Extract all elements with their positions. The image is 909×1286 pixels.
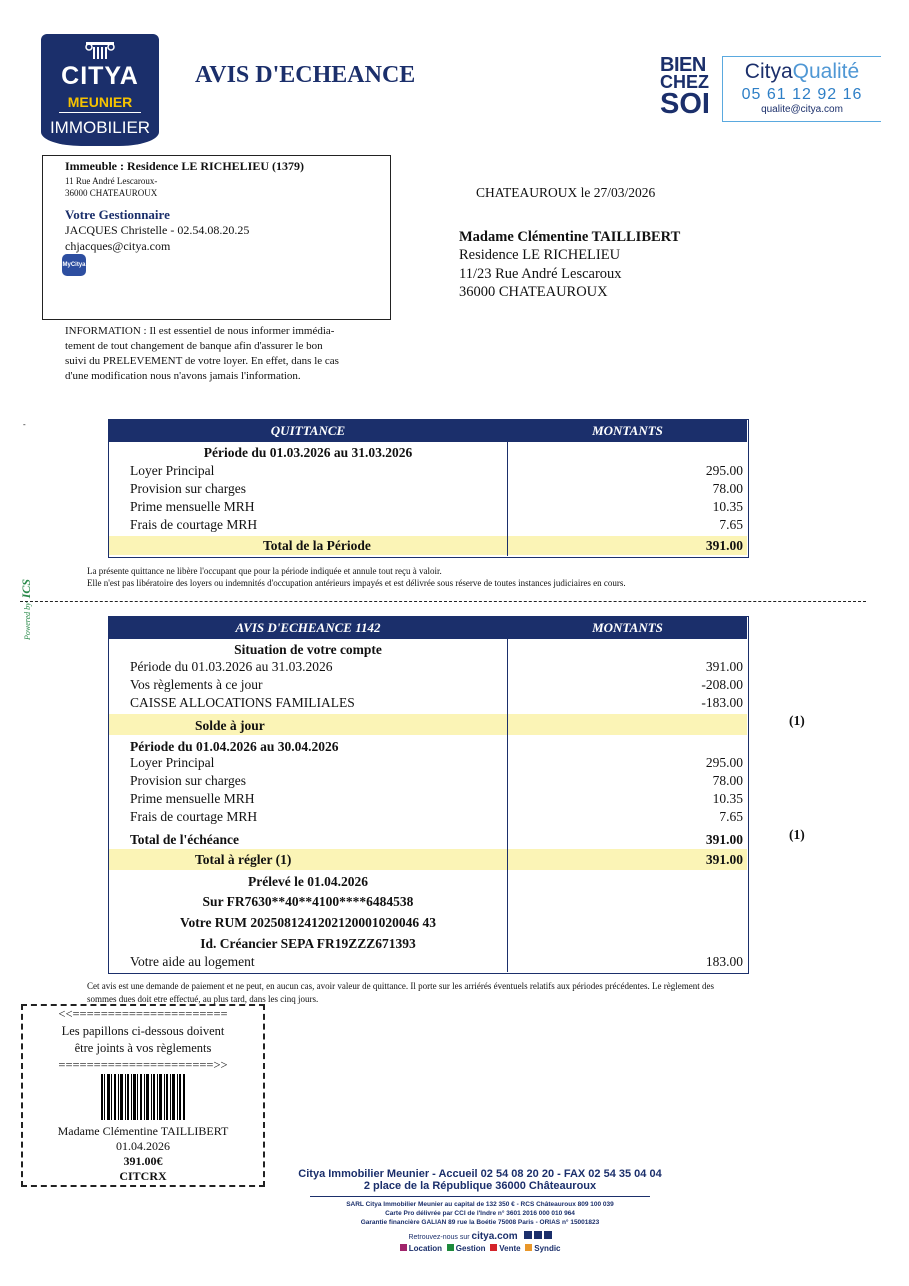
- period2-row-amount: 78.00: [712, 773, 743, 788]
- qualite-brand-b: Qualité: [792, 60, 860, 83]
- quittance-period: Période du 01.03.2026 au 31.03.2026: [203, 445, 413, 460]
- total-regler-label: Total à régler (1): [195, 852, 292, 867]
- quittance-row-label: Loyer Principal: [130, 463, 215, 478]
- period2-row-amount: 295.00: [705, 755, 743, 770]
- cut-line: [20, 601, 866, 602]
- quittance-montants-header: MONTANTS: [508, 420, 747, 442]
- powered-by-ics: [17, 579, 35, 640]
- quittance-row-label: Provision sur charges: [130, 481, 246, 496]
- period2-row-amount: 7.65: [719, 809, 743, 824]
- footer-line-2: 2 place de la République 36000 Châteauroux: [363, 1180, 597, 1192]
- information-notice: [65, 324, 339, 384]
- quittance-row-label: Frais de courtage MRH: [130, 517, 258, 532]
- solde-bg-right: [508, 714, 747, 735]
- category-syndic: Syndic: [534, 1244, 561, 1253]
- citya-logo: [41, 34, 159, 146]
- social-site[interactable]: citya.com: [471, 1231, 518, 1242]
- solde-label: Solde à jour: [195, 718, 265, 733]
- total-regler-bg-left: [109, 849, 507, 870]
- situation-row-label: CAISSE ALLOCATIONS FAMILIALES: [130, 695, 355, 710]
- recipient-line-2: 11/23 Rue André Lescaroux: [459, 266, 622, 282]
- quittance-note-line: La présente quittance ne libère l'occupant que pour la période indiquée et annule tout reçu à valoir.: [87, 566, 442, 576]
- period2-row-amount: 10.35: [712, 791, 743, 806]
- footer-legal-3: Garantie financière GALIAN 89 rue la Boétie 75008 Paris - ORIAS n° 15001823: [360, 1219, 600, 1226]
- vente-square-icon: [490, 1244, 497, 1251]
- facebook-icon[interactable]: [524, 1231, 532, 1239]
- qualite-phone: 05 61 12 92 16: [741, 86, 863, 103]
- rum: Votre RUM 2025081241202120001020046 43: [179, 915, 437, 930]
- logo-meunier: MEUNIER: [67, 94, 133, 110]
- information-line: suivi du PRELEVEMENT de votre loyer. En effet, dans le cas: [65, 355, 339, 367]
- period2-row-label: Frais de courtage MRH: [130, 809, 258, 824]
- total-echeance-label: Total de l'échéance: [130, 832, 239, 847]
- footer-divider: [310, 1196, 650, 1197]
- citya-qualite-box: [722, 56, 881, 122]
- badge-chez: CHEZ: [660, 72, 709, 93]
- building-address-2: 36000 CHATEAUROUX: [65, 188, 158, 198]
- situation-row-amount: -183.00: [701, 695, 743, 710]
- column-icon: [85, 42, 115, 60]
- avis-note-line: Cet avis est une demande de paiement et ne peut, en aucun cas, avoir valeur de quittance. Il porte sur les arriérés éventuels relatifs aux périodes précédentes. Le règlement des: [87, 981, 714, 991]
- footer-categories: [280, 1244, 680, 1253]
- total-regler-amount: 391.00: [705, 852, 743, 867]
- badge-bien: BIEN: [660, 54, 706, 76]
- place-date: CHATEAUROUX le 27/03/2026: [476, 185, 656, 200]
- logo-citya: CITYA: [61, 62, 139, 90]
- situation-row-amount: -208.00: [701, 677, 743, 692]
- twitter-icon[interactable]: [534, 1231, 542, 1239]
- mycitya-app-icon[interactable]: MyCitya: [62, 254, 86, 276]
- period2-row-label: Loyer Principal: [130, 755, 215, 770]
- situation-title: Situation de votre compte: [234, 642, 382, 657]
- avis-header: AVIS D'ECHEANCE 1142: [109, 617, 507, 639]
- aide-logement-amount: 183.00: [705, 954, 743, 969]
- recipient-line-1: Residence LE RICHELIEU: [459, 247, 621, 263]
- information-line: d'une modification nous n'avons jamais l'information.: [65, 370, 301, 382]
- footer-legal-1: SARL Citya Immobilier Meunier au capital de 132 350 € - RCS Châteauroux 809 100 039: [346, 1201, 614, 1208]
- category-vente: Vente: [499, 1244, 521, 1253]
- total-echeance-amount: 391.00: [705, 832, 743, 847]
- information-line: tement de tout changement de banque afin d'assurer le bon: [65, 340, 323, 352]
- qualite-email: qualite@citya.com: [761, 104, 843, 115]
- sepa-creditor-id: Id. Créancier SEPA FR19ZZZ671393: [200, 936, 416, 951]
- quittance-row-amount: 78.00: [712, 481, 743, 496]
- badge-soi: SOI: [660, 87, 710, 120]
- recipient-line-3: 36000 CHATEAUROUX: [459, 284, 608, 300]
- linkedin-icon[interactable]: [544, 1231, 552, 1239]
- total-echeance-note: (1): [789, 827, 805, 842]
- footer-social: [280, 1231, 680, 1242]
- quittance-note: [87, 565, 626, 589]
- quittance-row-amount: 7.65: [719, 517, 743, 532]
- powered-prefix: Powered by: [23, 602, 32, 640]
- logo-immobilier: IMMOBILIER: [49, 118, 151, 137]
- qualite-brand-a: Citya: [744, 60, 793, 83]
- footer-line-1: Citya Immobilier Meunier - Accueil 02 54 08 20 20 - FAX 02 54 35 04 04: [298, 1168, 662, 1180]
- coupon-amount: 391.00€: [123, 1154, 163, 1168]
- avis-montants-header: MONTANTS: [508, 617, 747, 639]
- manager-heading: Votre Gestionnaire: [65, 207, 170, 222]
- category-gestion: Gestion: [455, 1244, 486, 1253]
- quittance-note-line: Elle n'est pas libératoire des loyers ou indemnités d'occupation antérieurs impayés et est délivrée sous réserve de toutes instances judiciaires en cours.: [87, 578, 626, 588]
- quittance-header: QUITTANCE: [109, 420, 507, 442]
- powered-brand: ICS: [19, 578, 33, 599]
- quittance-total-label: Total de la Période: [263, 538, 371, 553]
- document-title: AVIS D'ECHEANCE: [195, 62, 416, 88]
- quittance-row-amount: 10.35: [712, 499, 743, 514]
- social-prefix: Retrouvez-nous sur: [408, 1234, 470, 1241]
- agency-footer: [280, 1168, 680, 1253]
- aide-logement-label: Votre aide au logement: [130, 954, 255, 969]
- period2-row-label: Prime mensuelle MRH: [130, 791, 255, 806]
- quittance-total-amount: 391.00: [705, 538, 743, 553]
- situation-row-label: Vos règlements à ce jour: [130, 677, 263, 692]
- manager-email[interactable]: chjacques@citya.com: [65, 239, 171, 253]
- quittance-row-amount: 295.00: [705, 463, 743, 478]
- coupon-date: 01.04.2026: [116, 1139, 170, 1153]
- gestion-square-icon: [447, 1244, 454, 1251]
- period2-row-label: Provision sur charges: [130, 773, 246, 788]
- syndic-square-icon: [525, 1244, 532, 1251]
- building-address-1: 11 Rue André Lescaroux-: [65, 176, 158, 186]
- avis-note-line: sommes dues doit etre effectué, au plus tard, dans les cinq jours.: [87, 994, 319, 1004]
- location-square-icon: [400, 1244, 407, 1251]
- period2-title: Période du 01.04.2026 au 30.04.2026: [130, 739, 339, 754]
- logo-divider: [59, 112, 141, 113]
- category-location: Location: [408, 1244, 443, 1253]
- solde-note: (1): [789, 713, 805, 728]
- recipient-name: Madame Clémentine TAILLIBERT: [459, 229, 681, 245]
- iban: Sur FR7630**40**4100****6484538: [202, 894, 414, 909]
- coupon-text-1: Les papillons ci-dessous doivent: [61, 1024, 225, 1038]
- building-title: Immeuble : Residence LE RICHELIEU (1379): [65, 159, 304, 173]
- side-mark: -: [23, 420, 26, 429]
- manager-name-phone: JACQUES Christelle - 02.54.08.20.25: [65, 223, 250, 237]
- solde-bg-left: [109, 714, 507, 735]
- situation-row-amount: 391.00: [705, 659, 743, 674]
- information-line: INFORMATION : Il est essentiel de nous informer immédia-: [65, 325, 335, 337]
- coupon-arrow-bottom: ======================>>: [58, 1058, 228, 1072]
- avis-note: [87, 980, 847, 1006]
- coupon-arrow-top: <<======================: [58, 1007, 228, 1021]
- coupon-name: Madame Clémentine TAILLIBERT: [57, 1124, 229, 1138]
- situation-row-label: Période du 01.03.2026 au 31.03.2026: [130, 659, 333, 674]
- footer-legal-2: Carte Pro délivrée par CCI de l'Indre n° 3601 2016 000 010 964: [385, 1210, 575, 1217]
- coupon-instructions: [23, 1006, 263, 1074]
- qualite-brand: [723, 60, 881, 84]
- coupon-code: CITCRX: [119, 1169, 167, 1183]
- coupon-text-2: être joints à vos règlements: [74, 1041, 212, 1055]
- bien-chez-soi-badge: [660, 56, 710, 118]
- coupon-details: [23, 1124, 263, 1184]
- preleve-date: Prélevé le 01.04.2026: [248, 874, 368, 889]
- barcode: [101, 1074, 185, 1120]
- quittance-row-label: Prime mensuelle MRH: [130, 499, 255, 514]
